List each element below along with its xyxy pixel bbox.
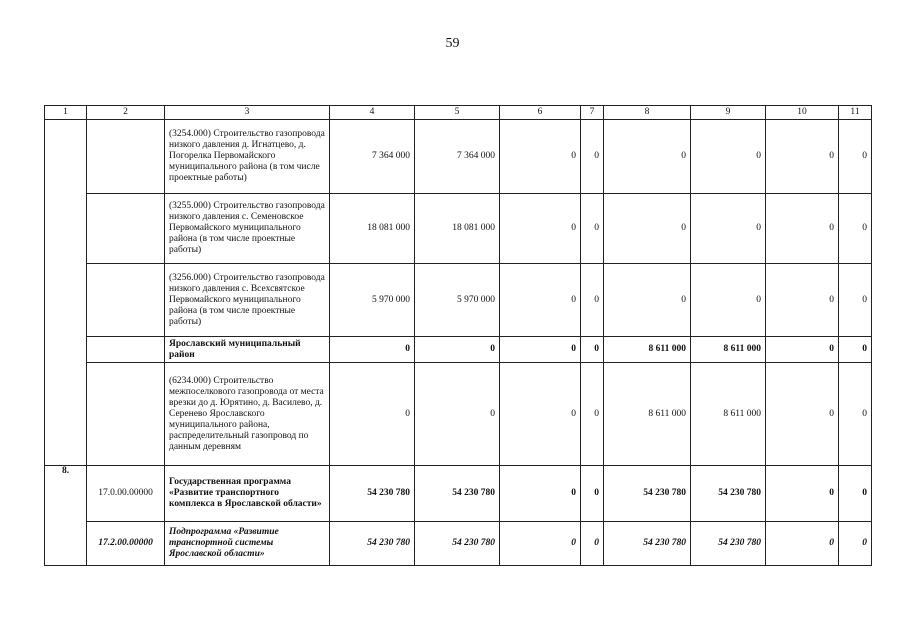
value-cell: 54 230 780 bbox=[691, 466, 766, 522]
value-cell: 0 bbox=[839, 522, 872, 566]
value-cell: 8 611 000 bbox=[691, 337, 766, 363]
row-number-cell: 8. bbox=[45, 466, 87, 566]
value-cell: 0 bbox=[766, 337, 839, 363]
value-cell: 0 bbox=[581, 337, 604, 363]
value-cell: 0 bbox=[691, 264, 766, 337]
description-cell: (3255.000) Строительство газопровода низкого давления с. Семеновское Первомайского муниципального района (в том числе проектные работы) bbox=[165, 194, 330, 264]
header-cell: 4 bbox=[330, 106, 415, 120]
value-cell: 54 230 780 bbox=[691, 522, 766, 566]
value-cell: 0 bbox=[500, 466, 581, 522]
value-cell: 0 bbox=[839, 466, 872, 522]
value-cell: 7 364 000 bbox=[330, 120, 415, 194]
value-cell: 0 bbox=[581, 194, 604, 264]
header-cell: 2 bbox=[87, 106, 165, 120]
description-cell: (6234.000) Строительство межпоселкового газопровода от места врезки до д. Юрятино, д. Василево, д. Серенево Ярославского муниципального района, распределительный газопровод по данным деревням bbox=[165, 363, 330, 466]
value-cell: 0 bbox=[766, 120, 839, 194]
header-cell: 9 bbox=[691, 106, 766, 120]
value-cell: 54 230 780 bbox=[604, 466, 691, 522]
value-cell: 0 bbox=[581, 466, 604, 522]
value-cell: 0 bbox=[604, 120, 691, 194]
table-row bbox=[45, 120, 872, 194]
code-cell: 17.2.00.00000 bbox=[87, 522, 165, 566]
value-cell: 0 bbox=[330, 363, 415, 466]
header-cell: 1 bbox=[45, 106, 87, 120]
table-row bbox=[45, 363, 872, 466]
value-cell: 8 611 000 bbox=[604, 337, 691, 363]
value-cell: 0 bbox=[766, 522, 839, 566]
value-cell: 18 081 000 bbox=[415, 194, 500, 264]
header-cell: 5 bbox=[415, 106, 500, 120]
value-cell: 0 bbox=[500, 120, 581, 194]
value-cell: 0 bbox=[581, 120, 604, 194]
code-cell: 17.0.00.00000 bbox=[87, 466, 165, 522]
value-cell: 18 081 000 bbox=[330, 194, 415, 264]
value-cell: 0 bbox=[691, 120, 766, 194]
value-cell: 0 bbox=[500, 337, 581, 363]
value-cell: 0 bbox=[500, 363, 581, 466]
description-cell: (3254.000) Строительство газопровода низкого давления д. Игнатцево, д. Погорелка Первомайского муниципального района (в том числе проектные работы) bbox=[165, 120, 330, 194]
table-row bbox=[45, 337, 872, 363]
value-cell: 0 bbox=[581, 363, 604, 466]
value-cell: 0 bbox=[581, 522, 604, 566]
value-cell: 54 230 780 bbox=[330, 466, 415, 522]
value-cell: 0 bbox=[839, 264, 872, 337]
header-cell: 11 bbox=[839, 106, 872, 120]
value-cell: 0 bbox=[604, 264, 691, 337]
value-cell: 0 bbox=[839, 120, 872, 194]
code-cell bbox=[87, 120, 165, 194]
value-cell: 0 bbox=[415, 337, 500, 363]
code-cell bbox=[87, 264, 165, 337]
row-number-cell bbox=[45, 120, 87, 466]
table-row bbox=[45, 522, 872, 566]
value-cell: 0 bbox=[604, 194, 691, 264]
description-cell: (3256.000) Строительство газопровода низкого давления с. Всехсвятское Первомайского муниципального района (в том числе проектные работы) bbox=[165, 264, 330, 337]
value-cell: 0 bbox=[415, 363, 500, 466]
description-cell: Ярославский муниципальный район bbox=[165, 337, 330, 363]
value-cell: 0 bbox=[839, 363, 872, 466]
header-cell: 3 bbox=[165, 106, 330, 120]
table-row bbox=[45, 194, 872, 264]
value-cell: 0 bbox=[839, 194, 872, 264]
value-cell: 54 230 780 bbox=[604, 522, 691, 566]
header-cell: 8 bbox=[604, 106, 691, 120]
header-cell: 10 bbox=[766, 106, 839, 120]
header-cell: 7 bbox=[581, 106, 604, 120]
value-cell: 0 bbox=[766, 466, 839, 522]
code-cell bbox=[87, 363, 165, 466]
value-cell: 54 230 780 bbox=[330, 522, 415, 566]
value-cell: 0 bbox=[766, 194, 839, 264]
value-cell: 8 611 000 bbox=[691, 363, 766, 466]
value-cell: 0 bbox=[766, 363, 839, 466]
value-cell: 0 bbox=[581, 264, 604, 337]
table-row bbox=[45, 466, 872, 522]
value-cell: 5 970 000 bbox=[330, 264, 415, 337]
budget-table bbox=[44, 105, 872, 566]
code-cell bbox=[87, 194, 165, 264]
header-row bbox=[45, 106, 872, 120]
value-cell: 0 bbox=[500, 264, 581, 337]
header-cell: 6 bbox=[500, 106, 581, 120]
value-cell: 54 230 780 bbox=[415, 466, 500, 522]
value-cell: 54 230 780 bbox=[415, 522, 500, 566]
value-cell: 0 bbox=[500, 522, 581, 566]
value-cell: 8 611 000 bbox=[604, 363, 691, 466]
description-cell: Подпрограмма «Развитие транспортной системы Ярославской области» bbox=[165, 522, 330, 566]
value-cell: 0 bbox=[839, 337, 872, 363]
code-cell bbox=[87, 337, 165, 363]
value-cell: 7 364 000 bbox=[415, 120, 500, 194]
value-cell: 0 bbox=[766, 264, 839, 337]
page-number: 59 bbox=[445, 36, 460, 51]
value-cell: 0 bbox=[500, 194, 581, 264]
value-cell: 0 bbox=[330, 337, 415, 363]
description-cell: Государственная программа «Развитие транспортного комплекса в Ярославской области» bbox=[165, 466, 330, 522]
table-row bbox=[45, 264, 872, 337]
value-cell: 5 970 000 bbox=[415, 264, 500, 337]
value-cell: 0 bbox=[691, 194, 766, 264]
